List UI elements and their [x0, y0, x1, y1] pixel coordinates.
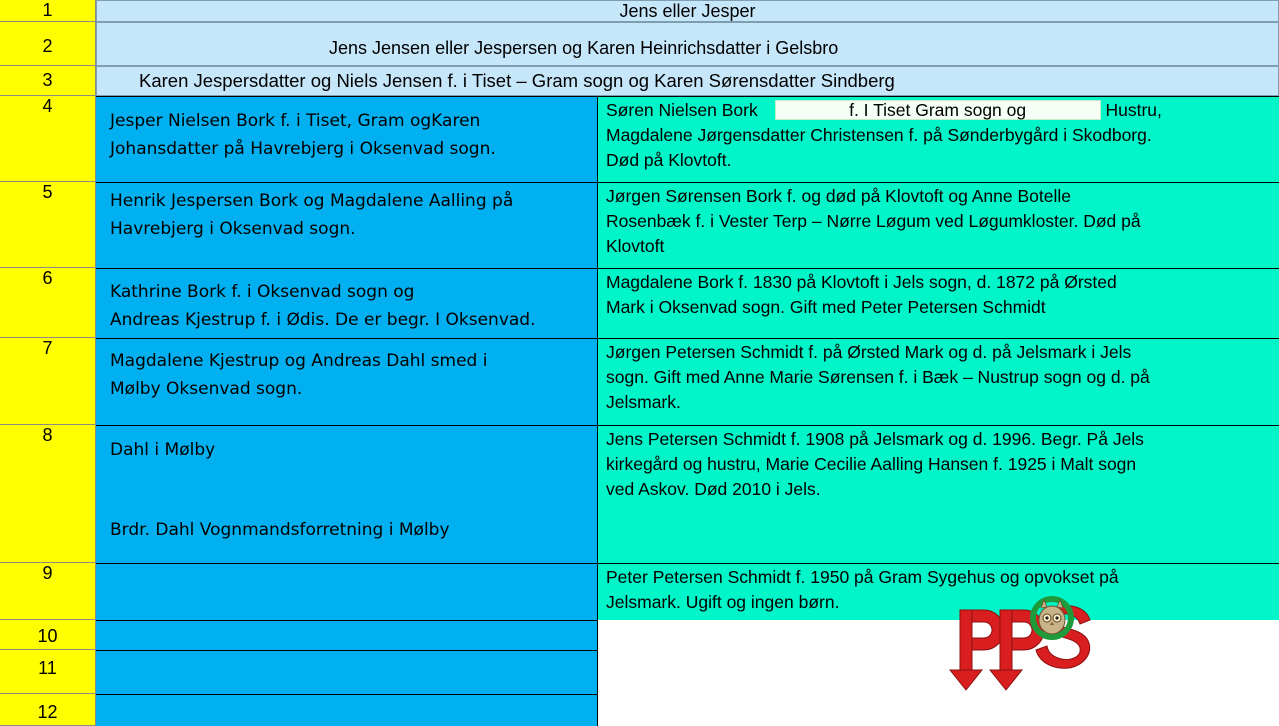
- row-4-right-cell: [598, 96, 1279, 182]
- row-6-left-line-2: Andreas Kjestrup f. i Ødis. De er begr. I Oksenvad.: [110, 310, 536, 330]
- row-5-right-line-3: Klovtoft: [606, 236, 665, 256]
- row-7-left-line-1: Magdalene Kjestrup og Andreas Dahl smed i: [110, 351, 488, 371]
- row-number-3: 3: [0, 66, 96, 96]
- row-4-right-line-3: Død på Klovtoft.: [606, 150, 732, 170]
- row-6-left-cell: [96, 268, 598, 338]
- row-3-cell: [96, 66, 1279, 96]
- row-5-right-line-2: Rosenbæk f. i Vester Terp – Nørre Løgum ved Løgumkloster. Død på: [606, 211, 1141, 231]
- row-4-left-line-1: Jesper Nielsen Bork f. i Tiset, Gram ogKaren: [110, 111, 481, 131]
- row-4-right-spouse-label: Hustru,: [1105, 100, 1162, 120]
- row-number-6: 6: [0, 268, 96, 338]
- row-5-left-line-1: Henrik Jespersen Bork og Magdalene Aalling på: [110, 191, 514, 211]
- row-number-5: 5: [0, 182, 96, 268]
- row-4-right-line-2: Magdalene Jørgensdatter Christensen f. på Sønderbygård i Skodborg.: [606, 125, 1152, 145]
- row-7-right-line-1: Jørgen Petersen Schmidt f. på Ørsted Mark og d. på Jelsmark i Jels: [606, 342, 1132, 362]
- row-2-text: Jens Jensen eller Jespersen og Karen Heinrichsdatter i Gelsbro: [329, 38, 839, 58]
- row-7-left-cell: [96, 338, 598, 425]
- row-9-right-line-2: Jelsmark. Ugift og ingen børn.: [606, 592, 840, 612]
- row-6-left-line-1: Kathrine Bork f. i Oksenvad sogn og: [110, 282, 415, 302]
- row-number-1: 1: [0, 0, 96, 22]
- row-5-left-line-2: Havrebjerg i Oksenvad sogn.: [110, 219, 356, 239]
- row-11-left-cell: [96, 650, 598, 694]
- row-9-right-cell: [598, 563, 1279, 620]
- row-2-cell: [96, 22, 1279, 66]
- row-1-text: Jens eller Jesper: [619, 1, 756, 21]
- row-5-right-cell: [598, 182, 1279, 268]
- row-10-left-cell: [96, 620, 598, 650]
- row-3-text: Karen Jespersdatter og Niels Jensen f. i Tiset – Gram sogn og Karen Sørensdatter Sindberg: [139, 70, 895, 91]
- row-9-left-cell: [96, 563, 598, 620]
- row-6-right-line-1: Magdalene Bork f. 1830 på Klovtoft i Jels sogn, d. 1872 på Ørsted: [606, 272, 1117, 292]
- row-4-right-line-1: [606, 98, 1279, 123]
- row-8-left-cell: [96, 425, 598, 563]
- row-8-right-line-1: Jens Petersen Schmidt f. 1908 på Jelsmark og d. 1996. Begr. På Jels: [606, 429, 1144, 449]
- row-6-right-line-2: Mark i Oksenvad sogn. Gift med Peter Petersen Schmidt: [606, 297, 1046, 317]
- row-number-2: 2: [0, 22, 96, 66]
- row-1-cell: [96, 0, 1279, 22]
- row-number-9: 9: [0, 563, 96, 620]
- row-4-left-line-2: Johansdatter på Havrebjerg i Oksenvad sogn.: [110, 139, 496, 159]
- row-7-left-line-2: Mølby Oksenvad sogn.: [110, 379, 303, 399]
- row-8-left-line-2: Brdr. Dahl Vognmandsforretning i Mølby: [110, 520, 450, 540]
- row-8-right-line-2: kirkegård og hustru, Marie Cecilie Aalling Hansen f. 1925 i Malt sogn: [606, 454, 1137, 474]
- row-7-right-line-3: Jelsmark.: [606, 392, 681, 412]
- row-number-4: 4: [0, 96, 96, 182]
- row-4-left-cell: [96, 96, 598, 182]
- row-7-right-line-2: sogn. Gift med Anne Marie Sørensen f. i Bæk – Nustrup sogn og d. på: [606, 367, 1150, 387]
- row-number-7: 7: [0, 338, 96, 425]
- row-number-8: 8: [0, 425, 96, 563]
- row-number-12: 12: [0, 694, 96, 726]
- owl-emblem-icon: [1039, 600, 1065, 634]
- row-number-11: 11: [0, 650, 96, 694]
- row-7-right-cell: [598, 338, 1279, 425]
- row-4-right-name: Søren Nielsen Bork: [606, 100, 758, 120]
- row-8-left-line-1: Dahl i Mølby: [110, 440, 216, 460]
- row-9-right-line-1: Peter Petersen Schmidt f. 1950 på Gram Sygehus og opvokset på: [606, 567, 1119, 587]
- pps-logo: [940, 596, 1100, 694]
- row-8-right-line-3: ved Askov. Død 2010 i Jels.: [606, 479, 821, 499]
- row-number-10: 10: [0, 620, 96, 650]
- row-12-left-cell: [96, 694, 598, 726]
- row-6-right-cell: [598, 268, 1279, 338]
- row-8-right-cell: [598, 425, 1279, 563]
- row-4-right-highlight: f. I Tiset Gram sogn og: [775, 100, 1101, 120]
- row-5-right-line-1: Jørgen Sørensen Bork f. og død på Klovtoft og Anne Botelle: [606, 186, 1071, 206]
- row-5-left-cell: [96, 182, 598, 268]
